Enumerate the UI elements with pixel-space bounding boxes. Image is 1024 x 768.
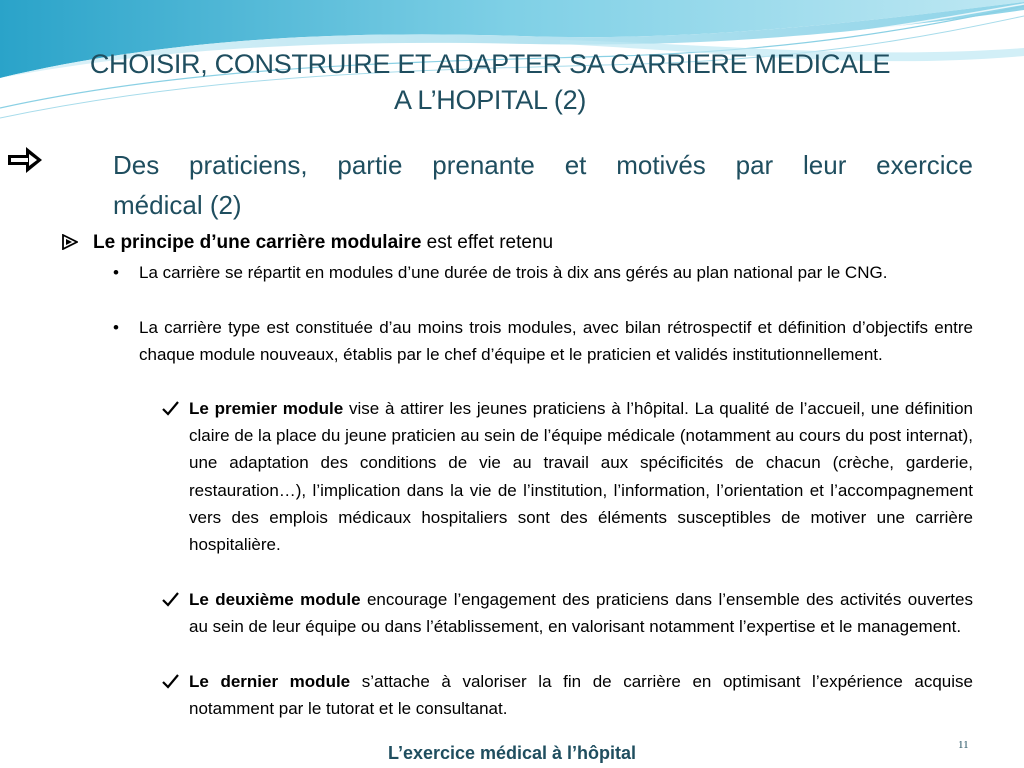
title-line-1: CHOISIR, CONSTRUIRE ET ADAPTER SA CARRIERE MEDICALE xyxy=(89,49,891,79)
page-number: 11 xyxy=(958,739,969,751)
heading-line-1: Des praticiens, partie prenante et motivés par leur exercice xyxy=(113,150,973,180)
checkmark-icon xyxy=(162,674,179,689)
title-line-2: A L’HOPITAL (2) xyxy=(393,85,587,115)
right-arrow-icon xyxy=(8,147,42,173)
level1-rest: est effet retenu xyxy=(421,232,554,253)
checkmark-icon xyxy=(162,592,179,607)
check-bold: Le deuxième module xyxy=(189,590,361,609)
bullet-dot-icon: • xyxy=(113,263,119,282)
level1-bold: Le principe d’une carrière modulaire xyxy=(93,232,422,253)
bullet-text: La carrière se répartit en modules d’une durée de trois à dix ans gérés au plan national par le CNG. xyxy=(139,263,888,282)
checkmark-icon xyxy=(162,401,179,416)
bullet-text: La carrière type est constituée d’au moins trois modules, avec bilan rétrospectif et définition d’objectifs entre chaque module nouveaux, établis par le chef d’équipe et le praticien et validés institutionnellement. xyxy=(139,318,973,365)
slide-title xyxy=(40,46,940,118)
check-rest: s’attache à valoriser la fin de carrière en optimisant l’expérience acquise notamment par le tutorat et le consultanat. xyxy=(189,672,973,719)
slide-footer: L’exercice médical à l’hôpital xyxy=(387,743,637,763)
check-rest: encourage l’engagement des praticiens dans l’ensemble des activités ouvertes au sein de leur équipe ou dans l’établissement, en valorisant notamment l’expertise et le management. xyxy=(189,590,973,637)
check-bold: Le dernier module xyxy=(189,672,351,691)
heading-line-2: médical (2) xyxy=(113,190,242,220)
bullet-dot-icon: • xyxy=(113,318,119,337)
check-rest: vise à attirer les jeunes praticiens à l’hôpital. La qualité de l’accueil, une définition claire de la place du jeune praticien au sein de l’équipe médicale (notamment au cours du post internat), une adaptation des conditions de vie au travail aux spécificités de chacun (crèche, garderie, restauration…), l’implication dans la vie de l’institution, l’information, l’orientation et l’accompagnement vers des emplois médicaux hospitaliers sont des éléments susceptibles de motiver une carrière hospitalière. xyxy=(189,399,973,555)
section-heading xyxy=(113,145,973,225)
triangle-bullet-icon xyxy=(62,234,78,250)
check-bold: Le premier module xyxy=(189,399,344,418)
